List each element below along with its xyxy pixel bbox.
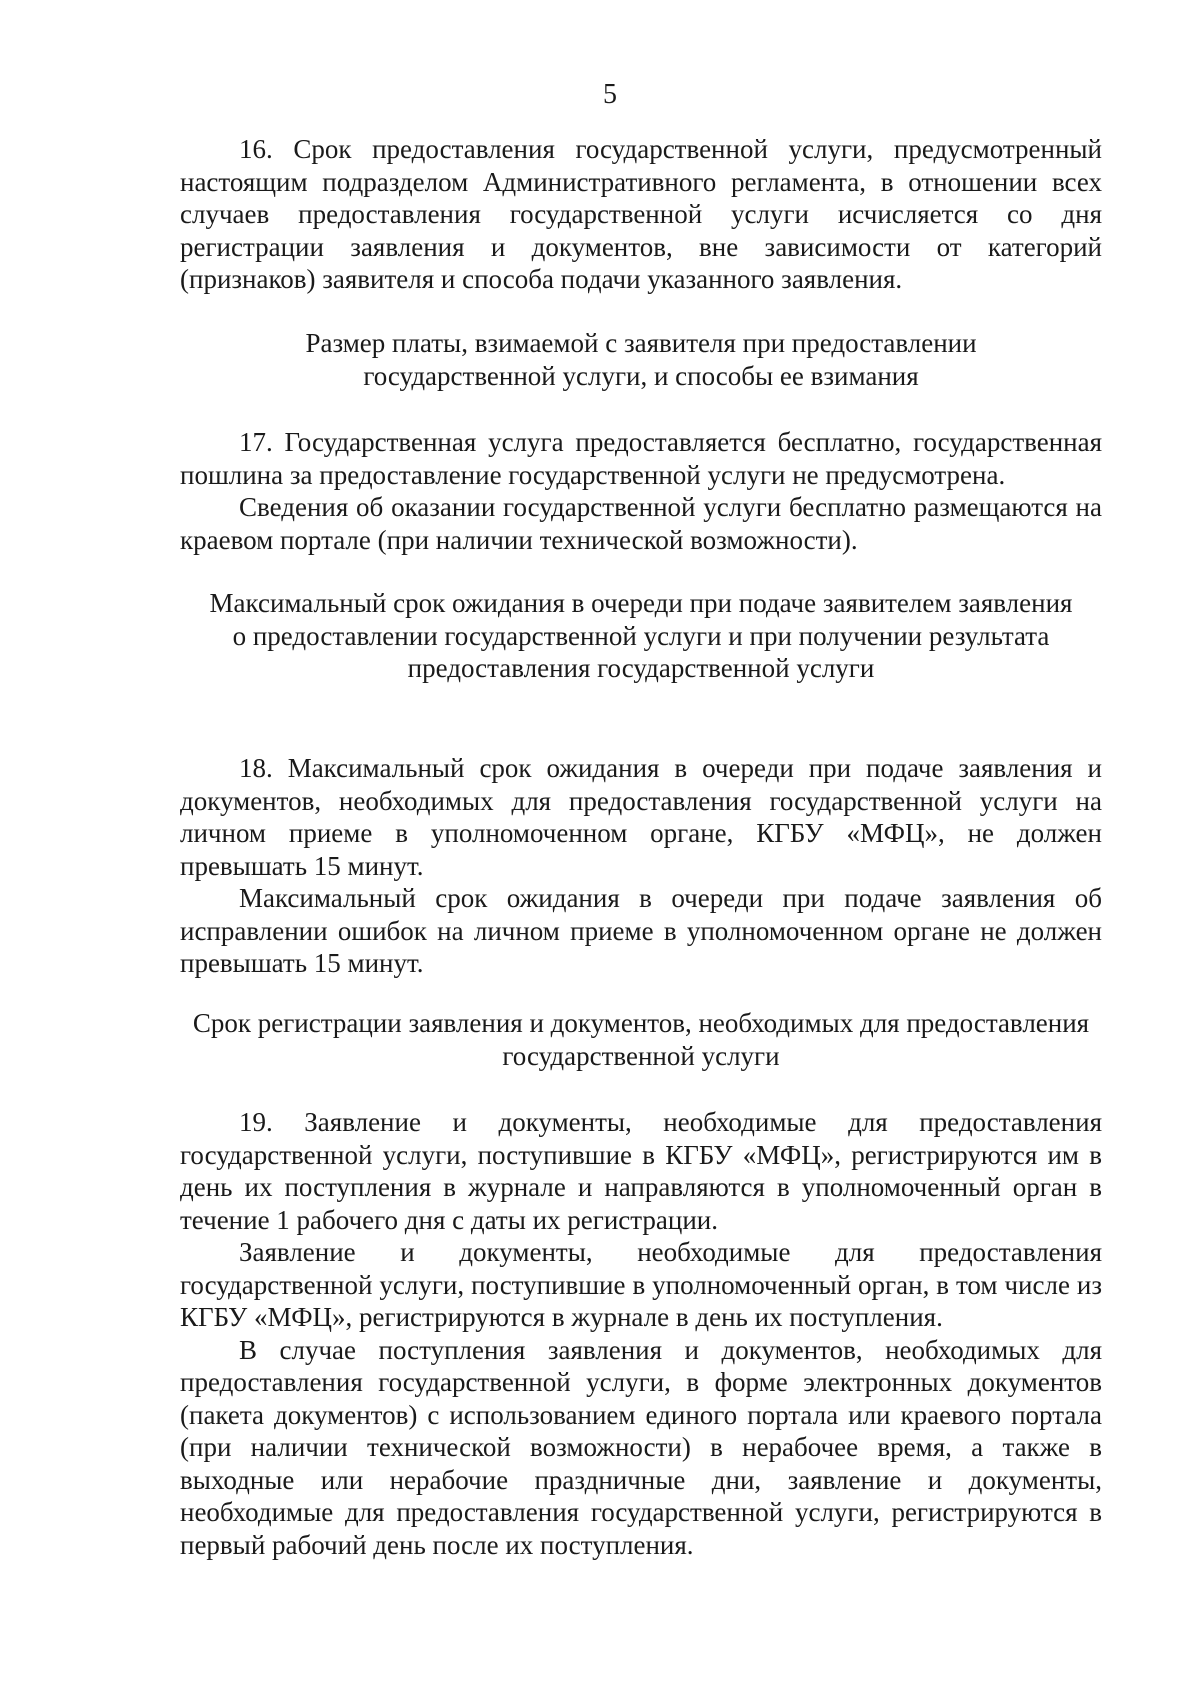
paragraph-16-block	[180, 133, 1102, 296]
heading-fee	[180, 327, 1102, 392]
paragraph-16: 16. Срок предоставления государственной услуги, предусмотренный настоящим подразделом Административного регламента, в отношении всех случаев предоставления государственной услуги исчисляется со дня регистрации заявления и документов, вне зависимости от категорий (признаков) заявителя и способа подачи указанного заявления.	[180, 134, 1102, 294]
heading-fee-line-1: Размер платы, взимаемой с заявителя при предоставлении	[305, 328, 977, 358]
heading-queue-line-3: предоставления государственной услуги	[407, 653, 875, 683]
heading-registration-line-2: государственной услуги	[502, 1040, 780, 1071]
heading-registration-line-1: Срок регистрации заявления и документов, необходимых для предоставления	[192, 1008, 1090, 1038]
heading-registration	[180, 1007, 1102, 1072]
heading-queue-line-1: Максимальный срок ожидания в очереди при подаче заявителем заявления	[209, 588, 1073, 618]
paragraph-18: 18. Максимальный срок ожидания в очереди при подаче заявления и документов, необходимых для предоставления государственной услуги на личном приеме в уполномоченном органе, КГБУ «МФЦ», не должен превышать 15 минут.	[180, 753, 1102, 881]
heading-queue	[180, 587, 1102, 685]
paragraph-17-continued: Сведения об оказании государственной услуги бесплатно размещаются на краевом портале (при наличии технической возможности).	[180, 492, 1102, 555]
paragraph-19-final: В случае поступления заявления и документов, необходимых для предоставления государственной услуги, в форме электронных документов (пакета документов) с использованием единого портала или краевого портала (при наличии технической возможности) в нерабочее время, а также в выходные или нерабочие праздничные дни, заявление и документы, необходимые для предоставления государственной услуги, регистрируются в первый рабочий день после их поступления.	[180, 1334, 1102, 1560]
paragraph-17: 17. Государственная услуга предоставляется бесплатно, государственная пошлина за предоставление государственной услуги не предусмотрена.	[180, 427, 1102, 490]
paragraph-19-block	[180, 1106, 1102, 1561]
paragraph-19-continued: Заявление и документы, необходимые для предоставления государственной услуги, поступившие в уполномоченный орган, в том числе из КГБУ «МФЦ», регистрируются в журнале в день их поступления.	[180, 1237, 1102, 1332]
paragraph-17-block	[180, 426, 1102, 556]
heading-fee-line-2: государственной услуги, и способы ее взимания	[363, 360, 919, 391]
heading-queue-line-2: о предоставлении государственной услуги и при получении результата	[232, 620, 1050, 651]
paragraph-18-continued: Максимальный срок ожидания в очереди при подаче заявления об исправлении ошибок на личном приеме в уполномоченном органе не должен превышать 15 минут.	[180, 883, 1102, 978]
paragraph-18-block	[180, 752, 1102, 980]
page-number: 5	[603, 79, 617, 110]
paragraph-19: 19. Заявление и документы, необходимые для предоставления государственной услуги, поступившие в КГБУ «МФЦ», регистрируются им в день их поступления в журнале и направляются в уполномоченный орган в течение 1 рабочего дня с даты их регистрации.	[180, 1107, 1102, 1235]
